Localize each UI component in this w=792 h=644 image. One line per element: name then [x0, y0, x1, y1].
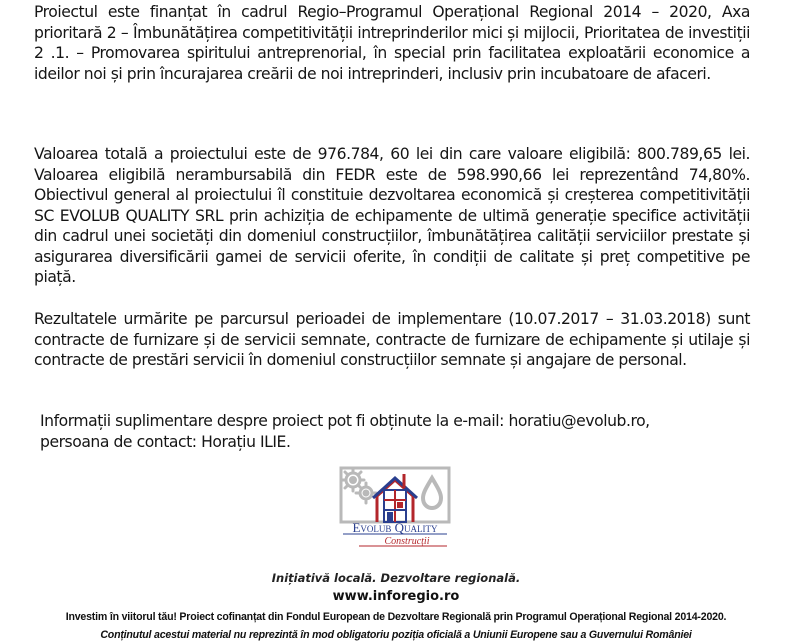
evolub-quality-logo — [329, 460, 461, 568]
logo-tagline-text: Construcții — [384, 536, 430, 547]
drop-icon — [423, 478, 441, 508]
paragraph-funding: Proiectul este finanțat în cadrul Regio–Programul Operațional Regional 2014 – 2020, Axa prioritară 2 – Îmbunătățirea competitivității intreprinderilor mici și mijlocii, Prioritatea de investiții 2 .1. – Promovarea spiritului antreprenorial, în special prin facilitatea exploatării economice a ideilor noi și prin încurajarea creării de noi intreprinderi, inclusiv prin incubatoare de afaceri. — [34, 3, 750, 83]
paragraph-project-value: Valoarea totală a proiectului este de 976.784, 60 lei din care valoare eligibilă: 800.789,65 lei. Valoarea eligibilă nerambursabilă din FEDR este de 598.990,66 lei reprezentând 74,80%. Obiectivul general al proiectului îl constituie dezvoltarea economică și creșterea competitivității SC EVOLUB QUALITY SRL prin achiziția de echipamente de ultimă generație specifice activității din cadrul unei societăți din domeniul construcțiilor, îmbunătățirea calității serviciilor prestate și asigurarea diversificării gamei de servicii oferite, în condiții de calitate și preț competitive pe piață. — [34, 145, 750, 286]
footer-funding-note: Investim în viitorul tău! Proiect cofinanțat din Fondul European de Dezvoltare Regională prin Programul Operațional Regional 2014-2020. — [65, 611, 727, 623]
contact-email-line: Informații suplimentare despre proiect pot fi obținute la e-mail: horatiu@evolub.ro, — [40, 412, 650, 430]
slogan: Inițiativă locală. Dezvoltare regională. — [271, 571, 521, 585]
logo-brand-text: Evolub Quality — [352, 520, 438, 535]
contact-person-line: persoana de contact: Horațiu ILIE. — [40, 432, 291, 451]
website-link[interactable]: www.inforegio.ro — [332, 589, 460, 604]
paragraph-results: Rezultatele urmărite pe parcursul perioadei de implementare (10.07.2017 – 31.03.2018) sunt contracte de furnizare și de servicii semnate, contracte de furnizare de echipamente și utilaje și contracte de prestări servicii în domeniul construcțiilor semnate și angajare de personal. — [34, 310, 750, 369]
house-icon — [373, 474, 417, 522]
footer-disclaimer: Conținutul acestui material nu reprezintă în mod obligatoriu poziția oficială a Uniunii Europene sau a Guvernului României — [100, 629, 692, 641]
contact-info — [40, 411, 760, 452]
logo-graphic — [329, 460, 461, 568]
